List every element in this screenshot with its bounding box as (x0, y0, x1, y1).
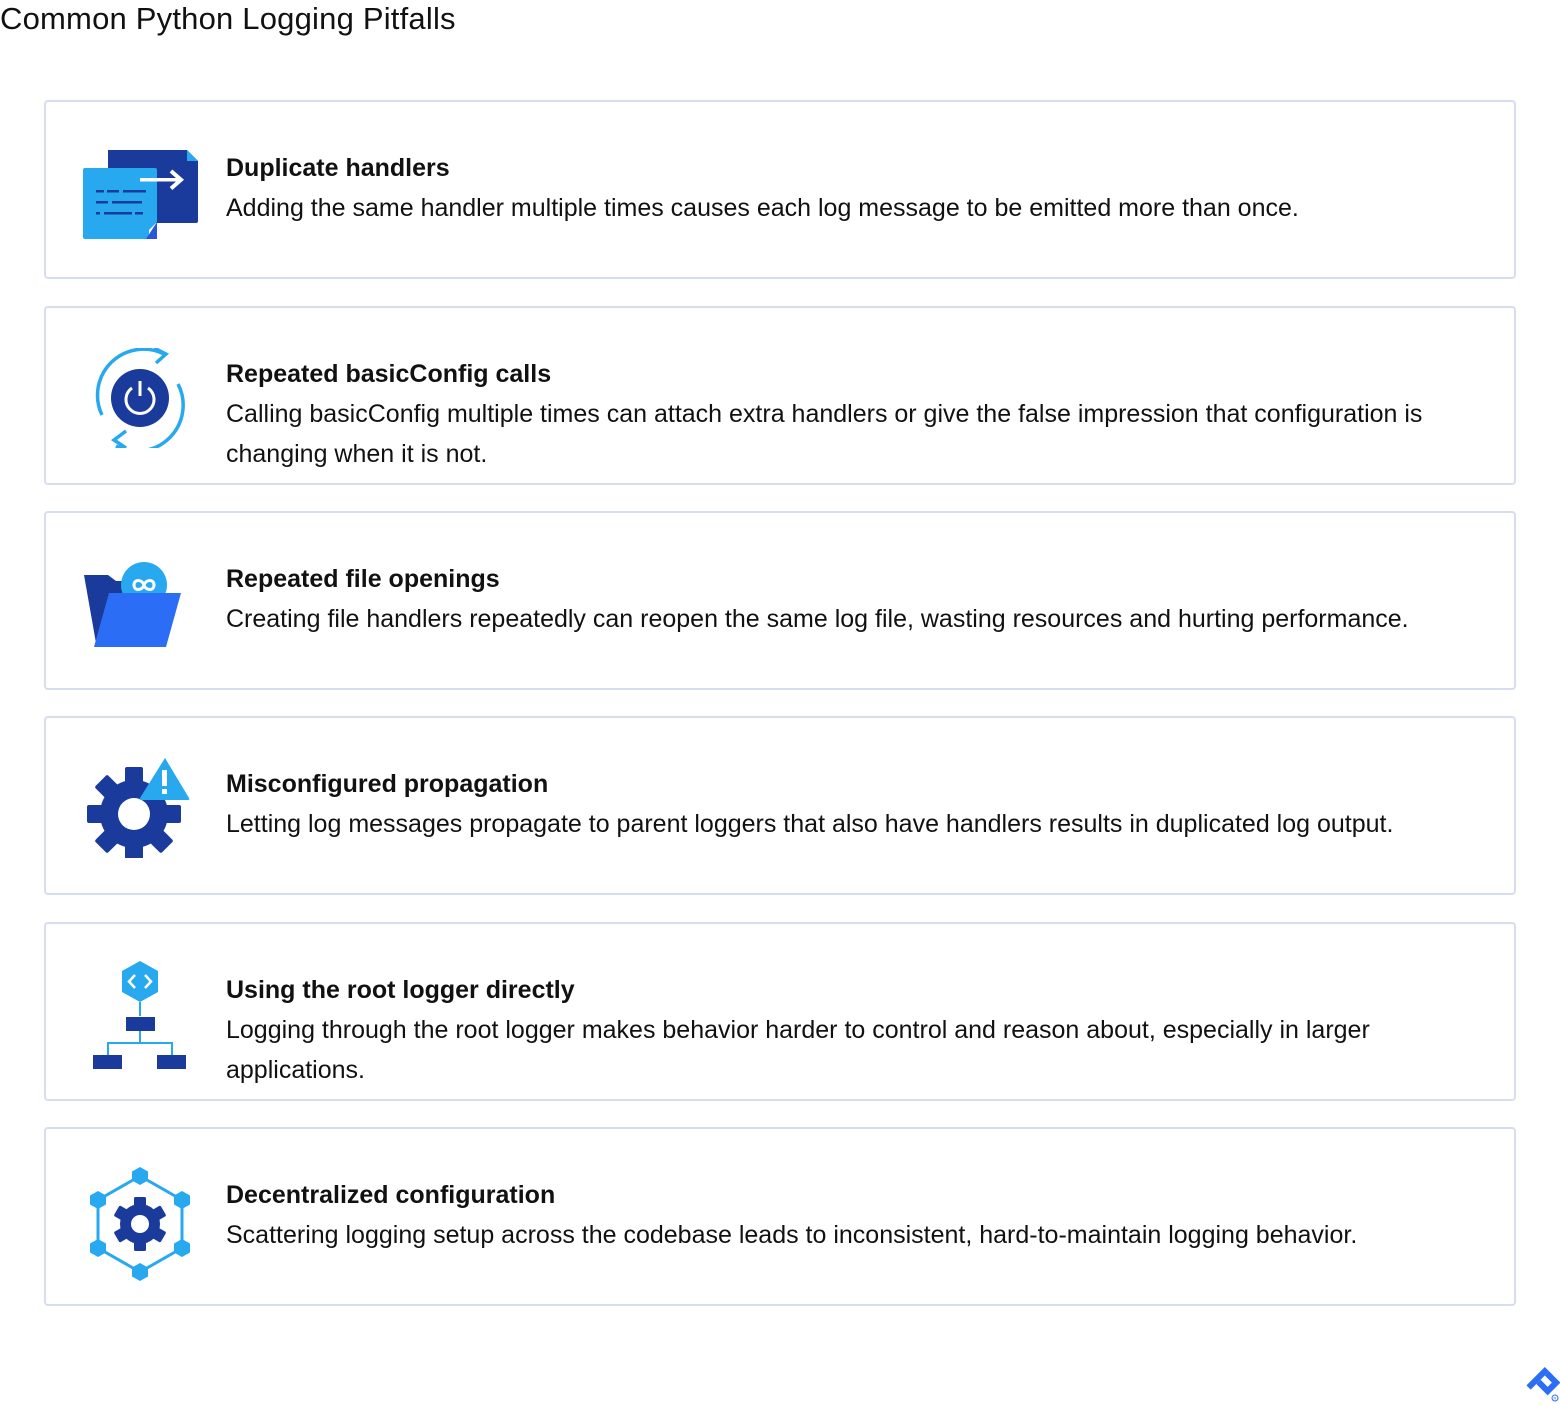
pitfall-description: Creating file handlers repeatedly can reopen the same log file, wasting resources and hurting performance. (226, 605, 1409, 633)
pitfall-card-basicconfig (44, 306, 1516, 485)
pitfall-description: Logging through the root logger makes behavior harder to control and reason about, especially in larger applications. (226, 1016, 1370, 1084)
pitfall-card-file-openings (44, 511, 1516, 690)
gear-warning-icon (82, 758, 198, 858)
svg-text:R: R (1553, 1395, 1557, 1401)
power-cycle-icon (82, 348, 198, 448)
pitfall-title: Decentralized configuration (226, 1181, 556, 1209)
pitfall-title: Repeated file openings (226, 565, 500, 593)
brand-logo-icon (1524, 1360, 1560, 1408)
pitfall-description: Letting log messages propagate to parent loggers that also have handlers results in duplicated log output. (226, 810, 1394, 838)
pitfall-description: Calling basicConfig multiple times can attach extra handlers or give the false impression that configuration is changing when it is not. (226, 400, 1423, 468)
pitfall-card-duplicate-handlers (44, 100, 1516, 279)
pitfall-card-propagation (44, 716, 1516, 895)
pitfall-card-decentralized (44, 1127, 1516, 1306)
pitfall-title: Duplicate handlers (226, 154, 450, 182)
pitfall-description: Adding the same handler multiple times causes each log message to be emitted more than once. (226, 194, 1299, 222)
hierarchy-code-icon (82, 964, 198, 1064)
folder-infinity-icon (82, 553, 198, 653)
pitfall-description: Scattering logging setup across the codebase leads to inconsistent, hard-to-maintain logging behavior. (226, 1221, 1358, 1249)
page-title: Common Python Logging Pitfalls (0, 1, 456, 36)
duplicate-documents-icon (82, 142, 198, 242)
network-gear-icon (82, 1169, 198, 1269)
pitfall-title: Using the root logger directly (226, 976, 575, 1004)
pitfall-card-root-logger (44, 922, 1516, 1101)
pitfall-title: Repeated basicConfig calls (226, 360, 552, 388)
pitfall-title: Misconfigured propagation (226, 770, 549, 798)
